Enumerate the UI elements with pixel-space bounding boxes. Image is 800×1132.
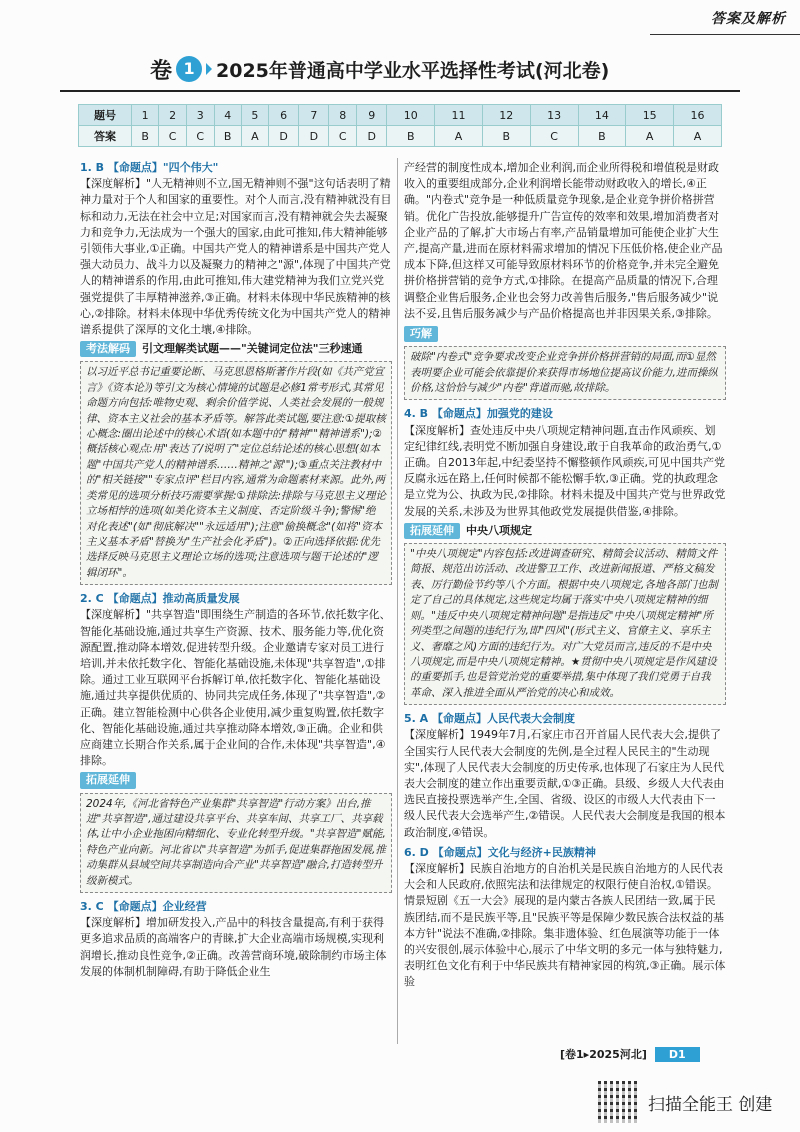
q5-head: 5. A 【命题点】人民代表大会制度 xyxy=(404,712,576,726)
page-footer xyxy=(560,1044,800,1064)
q2-head: 2. C 【命题点】推动高质量发展 xyxy=(80,592,240,606)
q3-trick-box: 破除"内卷式"竞争要求改变企业竞争拼价格拼营销的局面,而①显然表明要企业可能会依靠提价来获得市场地位提高议价能力,进而操纵价格,这恰恰与减少"内卷"背道而驰,故排除。 xyxy=(404,346,726,400)
answer-cell: A xyxy=(435,126,483,147)
question-number-cell: 12 xyxy=(482,105,530,126)
footer-text: [卷1▸2025河北] xyxy=(560,1048,647,1061)
question-number-cell: 2 xyxy=(159,105,187,126)
page-number: D1 xyxy=(655,1047,700,1062)
answer-cell: A xyxy=(674,126,722,147)
question-4 xyxy=(404,406,726,705)
answer-cell: C xyxy=(159,126,187,147)
q1-analysis: 【深度解析】"人无精神则不立,国无精神则不强"这句话表明了精神力量对于个人和国家的重要性。对个人而言,没有精神就没有目标和动力,无法在社会中立足;对国家而言,没有精神就会失去凝聚力和竞争力,无法成为一个强大的国家,由此可推知,伟大精神能够引领伟大事业,①正确。中国共产党人的精神谱系是中国共产党人强大动员力、战斗力以及凝聚力的精神之"源",体现了中国共产党人的精神谱系的作用,由此可推知,伟大建党精神为我们立党兴党强党提供了丰厚精神滋养,③正确。材料未体现中华民族精神的核心,②排除。材料未体现中华优秀传统文化为中国共产党人的精神谱系提供了深厚的文化土壤,④排除。 xyxy=(80,177,392,337)
header-corner xyxy=(650,0,800,35)
q4-label-title: 中央八项规定 xyxy=(466,523,532,537)
question-number-cell: 11 xyxy=(435,105,483,126)
question-6 xyxy=(404,845,726,991)
q1-head: 1. B 【命题点】"四个伟大" xyxy=(80,161,219,174)
juan-label: 卷 xyxy=(150,58,173,84)
answer-cell: C xyxy=(530,126,578,147)
question-number-cell: 7 xyxy=(299,105,329,126)
question-number-cell: 8 xyxy=(329,105,357,126)
q1-tip-box: 以习近平总书记重要论断、马克思恩格斯著作片段(如《共产党宣言》《资本论》)等引文为核心情境的试题是必修1常考形式,其常见命题方向包括:唯物史观、剩余价值学说、人类社会发展的一般规律、资本主义社会的基本矛盾等。解答此类试题,要注意:①提取核心概念:圈出论述中的核心术语(如本题中的"精神""精神谱系");②概括核心观点:用"表达了/说明了"定位总结论述的核心思想(如本题"中国共产党人的精神谱系……精神之'源'");③重点关注教材中的"相关链接""专家点评"栏目内容,通常为命题素材来源。此外,两类常见的选项分析技巧需要掌握:①排除法:排除与马克思主义理论立场相悖的选项(如美化资本主义制度、否定阶级斗争);警惕"绝对化表述"(如"彻底解决""永远适用");注意"偷换概念"(如将"资本主义基本矛盾"替换为"生产社会化矛盾")。②正向选择依据:优先选择反映马克思主义理论立场的选项;注意选项与题干论述的"逻辑闭环"。 xyxy=(80,361,392,585)
question-number-cell: 15 xyxy=(626,105,674,126)
answer-cell: B xyxy=(482,126,530,147)
exam-title: 2025年普通高中学业水平选择性考试(河北卷) xyxy=(216,59,610,82)
number-row xyxy=(79,105,722,126)
answer-cell: B xyxy=(387,126,435,147)
question-number-cell: 13 xyxy=(530,105,578,126)
question-number-cell: 3 xyxy=(186,105,214,126)
answer-cell: D xyxy=(357,126,387,147)
q3-head: 3. C 【命题点】企业经营 xyxy=(80,900,207,913)
q6-head: 6. D 【命题点】文化与经济+民族精神 xyxy=(404,845,596,859)
juan-number: 1 xyxy=(176,56,202,82)
answer-cell: B xyxy=(578,126,626,147)
paper-title xyxy=(150,52,650,86)
right-column xyxy=(404,160,726,995)
answer-header: 答案 xyxy=(79,126,132,147)
question-5 xyxy=(404,711,726,841)
answer-cell: C xyxy=(186,126,214,147)
answer-cell: C xyxy=(329,126,357,147)
qr-code-icon xyxy=(598,1081,640,1123)
triangle-icon xyxy=(206,63,212,75)
q3-trick-label: 巧解 xyxy=(404,326,438,342)
q5-analysis: 【深度解析】1949年7月,石家庄市召开首届人民代表大会,提供了全国实行人民代表大会制度的先例,是全过程人民民主的"生动现实",体现了人民代表大会制度的历史传承,也体现了石家庄为人民代表大会制度的建立作出重要贡献,①③正确。县级、乡级人大代表由选民直接投票选举产生,全国、省级、设区的市级人大代表由下一级人民代表大会选举产生,②错误。人民代表大会制度是我国的根本政治制度,④错误。 xyxy=(404,728,726,839)
number-header: 题号 xyxy=(79,105,132,126)
question-number-cell: 16 xyxy=(674,105,722,126)
corner-title: 答案及解析 xyxy=(711,11,786,27)
question-number-cell: 14 xyxy=(578,105,626,126)
question-number-cell: 1 xyxy=(132,105,159,126)
answer-cell: D xyxy=(299,126,329,147)
answer-table xyxy=(78,104,722,147)
q6-analysis: 【深度解析】民族自治地方的自治机关是民族自治地方的人民代表大会和人民政府,依照宪法和法律规定的权限行使自治权,①错误。情景短剧《五一大会》展现的是内蒙古各族人民团结一致,属于民族团结,而不是民族平等,且"民族平等是保障少数民族合法权益的基本方针"说法不准确,②排除。集非遗体验、红色展演等功能于一体的兴安很创,展示体验中心,展示了中华文明的多元一体与独特魅力,表明红色文化有利于中华民族共有精神家园的构筑,③正确。展示体验 xyxy=(404,861,726,989)
question-number-cell: 6 xyxy=(268,105,298,126)
question-1 xyxy=(80,160,392,585)
title-rule xyxy=(60,90,740,92)
answer-cell: B xyxy=(214,126,241,147)
q4-analysis: 【深度解析】查处违反中央八项规定精神问题,直击作风顽疾、划定纪律红线,表明党不断加强自身建设,敢于自我革命的政治勇气,①正确。自2013年起,中纪委坚持不懈整顿作风顽疾,可见中国共产党反腐永远在路上,任何时候都不能松懈手软,③正确。党的执政理念是立党为公、执政为民,②排除。材料未提及中国共产党与世界政党发展的关系,未涉及为世界其他政党发展提供借鉴,④排除。 xyxy=(404,423,726,518)
question-number-cell: 9 xyxy=(357,105,387,126)
answer-cell: D xyxy=(268,126,298,147)
answer-cell: B xyxy=(132,126,159,147)
q3-continued: 产经营的制度性成本,增加企业利润,而企业所得税和增值税是财政收入的重要组成部分,企业利润增长能带动财政收入的增长,④正确。"内卷式"竞争是一种低质量竞争现象,是企业竞争拼价格拼营销。优化广告投放,能够提升广告宣传的效率和效果,增加消费者对企业产品的了解,扩大市场占有率,产品销量增加可能使企业扩大生产,提高产量,进而在原材料需求增加的情况下压低价格,使企业产品成本下降,但这样又可能导致原材料环节的价格竞争,并未完全避免拼价格拼营销的竞争方式,①排除。在提高产品质量的情况下,合理调整企业售后服务,企业也会努力改善售后服务,"售后服务减少"说法不妥,且售后服务减少与产品价格提高也并非因果关系,③排除。 xyxy=(404,161,723,320)
q3-analysis: 【深度解析】增加研发投入,产品中的科技含量提高,有利于获得更多追求品质的高端客户的青睐,扩大企业高端市场规模,实现利润增长,推动良性竞争,②正确。改善营商环境,破除制约市场主体发展的体制机制障碍,有助于降低企业生 xyxy=(80,916,387,978)
scanner-watermark: 扫描全能王 创建 xyxy=(648,1095,773,1115)
answer-row xyxy=(79,126,722,147)
question-2 xyxy=(80,591,392,893)
q1-label: 考法解码 xyxy=(80,341,136,357)
question-number-cell: 10 xyxy=(387,105,435,126)
question-number-cell: 5 xyxy=(241,105,268,126)
column-divider xyxy=(397,158,398,1044)
q4-extension-box: "中央八项规定"内容包括:改进调查研究、精简会议活动、精简文件简报、规范出访活动、改进警卫工作、改进新闻报道、严格文稿发表、厉行勤俭节约等八个方面。根据中央八项规定,各地各部门也制定了自己的具体规定,这些规定均属于落实中央八项规定精神的细则。"违反中央八项规定精神问题"是指违反"中央八项规定精神"所列类型之间题的违纪行为,即"四风"(形式主义、官僚主义、享乐主义、奢靡之风)方面的违纪行为。对广大党员而言,违反的不是中央八项规定,而是中央八项规定精神。★贯彻中央八项规定是作风建设的重要抓手,也是管党治党的重要举措,集中体现了我们党勇于自我革命、深入推进全面从严治党的决心和成效。 xyxy=(404,543,726,705)
question-3 xyxy=(80,899,392,980)
q1-label-row xyxy=(80,341,392,357)
answer-cell: A xyxy=(626,126,674,147)
q4-label: 拓展延伸 xyxy=(404,523,460,539)
q2-extension-box: 2024年,《河北省特色产业集群"共享智造"行动方案》出台,推进"共享智造",通过建设共享平台、共享车间、共享工厂、共享载体,让中小企业拖困向精细化、专业化转型升级。"共享智造"赋能,特色产业向新。河北省以"共享智造"为抓手,促进集群拖困发展,推动集群从县域空间共享制造向合产业"共享智造"融合,打造转型升级新模式。 xyxy=(80,793,392,893)
q4-head: 4. B 【命题点】加强党的建设 xyxy=(404,407,553,421)
question-number-cell: 4 xyxy=(214,105,241,126)
answer-cell: A xyxy=(241,126,268,147)
q2-analysis: 【深度解析】"共享智造"即围绕生产制造的各环节,依托数字化、智能化基础设施,通过共享生产资源、技术、服务能力等,优化资源配置,推动降本增效,促进转型升级。企业邀请专家对员工进行培训,并未依托数字化、智能化基础设施,未体现"共享智造",①排除。通过工业互联网平台拆解订单,依托数字化、智能化基础设施,通过共享提供优质的、协同共完成任务,体现了"共享智造",②正确。建立智能检测中心供各企业使用,减少重复购置,依托数字化、智能化基础设施,通过共享推动降本增效,③正确。企业和供应商建立长期合作关系,属于企业间的合作,未体现"共享智造",④排除。 xyxy=(80,608,391,768)
q2-label: 拓展延伸 xyxy=(80,772,136,788)
q1-label-title: 引文理解类试题——"关键词定位法"三秒速通 xyxy=(142,342,363,356)
left-column xyxy=(80,160,392,984)
